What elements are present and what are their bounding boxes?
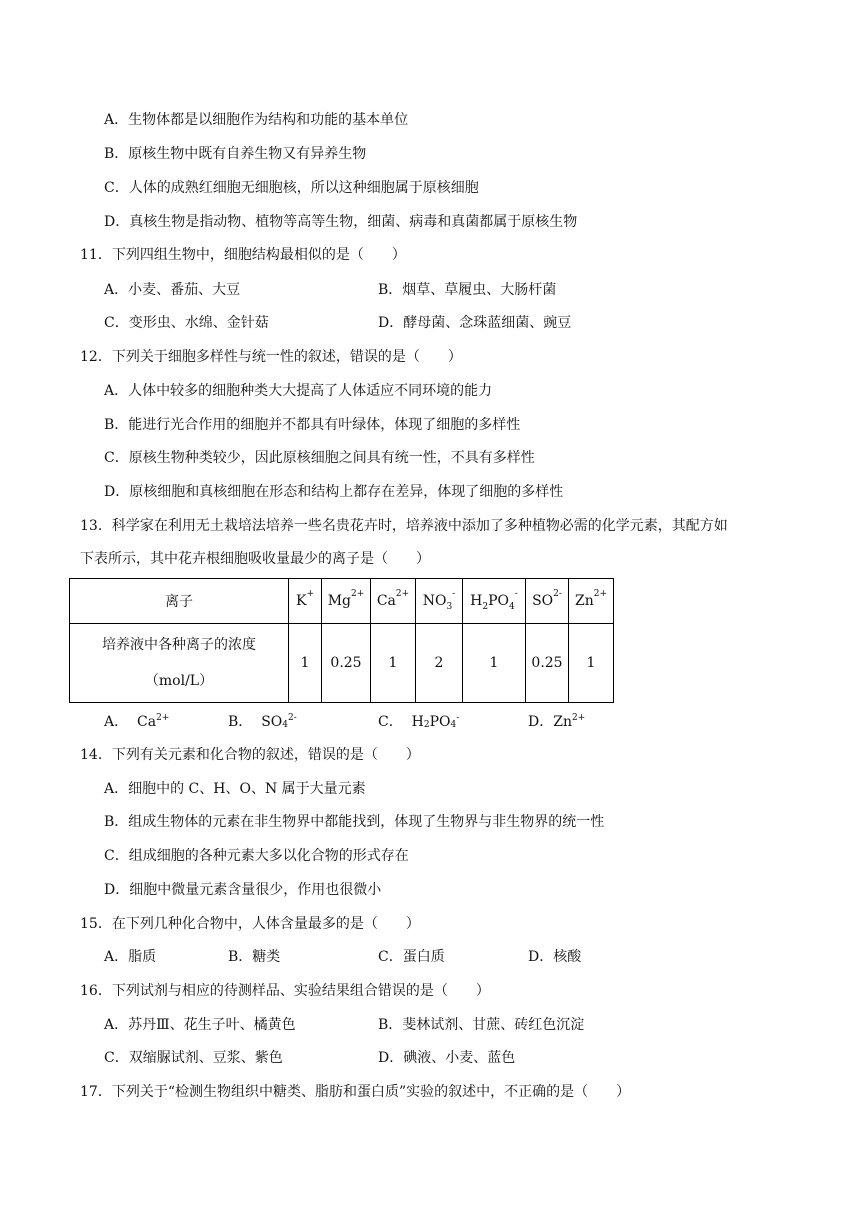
q14-option-b: B．组成生物体的元素在非生物界中都能找到，体现了生物界与非生物界的统一性 bbox=[104, 814, 605, 830]
q10-option-a: A．生物体都是以细胞作为结构和功能的基本单位 bbox=[104, 112, 409, 128]
q13-stem-line2: 下表所示，其中花卉根细胞吸收量最少的离子是（ ） bbox=[80, 551, 430, 567]
table-ion-so: $SO^{2-}$ bbox=[526, 579, 569, 624]
q13-option-b: B． $SO_4^{2-}$ bbox=[228, 713, 297, 730]
table-row-ions bbox=[70, 579, 614, 624]
q11-option-a: A．小麦、番茄、大豆 bbox=[104, 282, 241, 298]
table-concentration-label: 培养液中各种离子的浓度 （mol/L） bbox=[70, 624, 289, 703]
q16-option-d: D．碘液、小麦、蓝色 bbox=[378, 1050, 516, 1066]
table-value-mg: 0.25 bbox=[322, 624, 371, 703]
q15-option-b: B．糖类 bbox=[228, 949, 281, 965]
table-header-label: 离子 bbox=[70, 579, 289, 624]
q14-option-c: C．组成细胞的各种元素大多以化合物的形式存在 bbox=[104, 848, 409, 864]
q14-stem: 14．下列有关元素和化合物的叙述，错误的是（ ） bbox=[80, 747, 420, 763]
q14-option-d: D．细胞中微量元素含量很少，作用也很微小 bbox=[104, 882, 382, 898]
table-value-ca: 1 bbox=[371, 624, 416, 703]
table-row-concentrations bbox=[70, 624, 614, 703]
q12-option-c: C．原核生物种类较少，因此原核细胞之间具有统一性，不具有多样性 bbox=[104, 450, 535, 466]
table-ion-zn: $Zn^{2+}$ bbox=[569, 579, 614, 624]
q13-option-c: C． $H_2PO_4^-$ bbox=[378, 713, 460, 730]
q14-option-a: A．细胞中的 C、H、O、N 属于大量元素 bbox=[104, 781, 366, 797]
q15-option-d: D．核酸 bbox=[528, 949, 582, 965]
q13-option-d: D．$Zn^{2+}$ bbox=[528, 713, 586, 730]
q17-stem: 17．下列关于“检测生物组织中糖类、脂肪和蛋白质”实验的叙述中，不正确的是（ ） bbox=[80, 1084, 631, 1100]
table-value-zn: 1 bbox=[569, 624, 614, 703]
table-value-h2po4: 1 bbox=[463, 624, 526, 703]
q15-option-c: C．蛋白质 bbox=[378, 949, 445, 965]
q11-option-d: D．酵母菌、念珠蓝细菌、豌豆 bbox=[378, 315, 572, 331]
q13-stem-line1: 13．科学家在利用无土栽培法培养一些名贵花卉时，培养液中添加了多种植物必需的化学元素，其配方如 bbox=[80, 518, 728, 534]
table-value-k: 1 bbox=[289, 624, 322, 703]
q12-option-b: B．能进行光合作用的细胞并不都具有叶绿体，体现了细胞的多样性 bbox=[104, 417, 521, 433]
table-value-no3: 2 bbox=[416, 624, 463, 703]
q11-option-c: C．变形虫、水绵、金针菇 bbox=[104, 315, 269, 331]
q11-stem: 11．下列四组生物中，细胞结构最相似的是（ ） bbox=[80, 247, 406, 263]
q11-option-b: B．烟草、草履虫、大肠杆菌 bbox=[378, 282, 557, 298]
q16-option-c: C．双缩脲试剂、豆浆、紫色 bbox=[104, 1050, 283, 1066]
table-ion-h2po4: $H_2PO_4^-$ bbox=[463, 579, 526, 624]
table-value-so: 0.25 bbox=[526, 624, 569, 703]
q12-stem: 12．下列关于细胞多样性与统一性的叙述，错误的是（ ） bbox=[80, 349, 462, 365]
table-ion-k: K+ bbox=[289, 579, 322, 624]
q13-option-a: A． $Ca^{2+}$ bbox=[104, 713, 170, 730]
q16-option-a: A．苏丹Ⅲ、花生子叶、橘黄色 bbox=[104, 1017, 296, 1033]
q12-option-a: A．人体中较多的细胞种类大大提高了人体适应不同环境的能力 bbox=[104, 383, 493, 399]
table-ion-ca: $Ca^{2+}$ bbox=[371, 579, 416, 624]
q16-option-b: B．斐林试剂、甘蔗、砖红色沉淀 bbox=[378, 1017, 585, 1033]
q12-option-d: D．原核细胞和真核细胞在形态和结构上都存在差异，体现了细胞的多样性 bbox=[104, 484, 564, 500]
q15-option-a: A．脂质 bbox=[104, 949, 157, 965]
table-ion-mg: $Mg^{2+}$ bbox=[322, 579, 371, 624]
q10-option-b: B．原核生物中既有自养生物又有异养生物 bbox=[104, 146, 367, 162]
q15-stem: 15．在下列几种化合物中，人体含量最多的是（ ） bbox=[80, 916, 420, 932]
q10-option-c: C．人体的成熟红细胞无细胞核，所以这种细胞属于原核细胞 bbox=[104, 180, 479, 196]
q16-stem: 16．下列试剂与相应的待测样品、实验结果组合错误的是（ ） bbox=[80, 983, 490, 999]
ion-concentration-table bbox=[69, 578, 614, 703]
table-ion-no3: $NO_3^-$ bbox=[416, 579, 463, 624]
q10-option-d: D．真核生物是指动物、植物等高等生物，细菌、病毒和真菌都属于原核生物 bbox=[104, 214, 578, 230]
